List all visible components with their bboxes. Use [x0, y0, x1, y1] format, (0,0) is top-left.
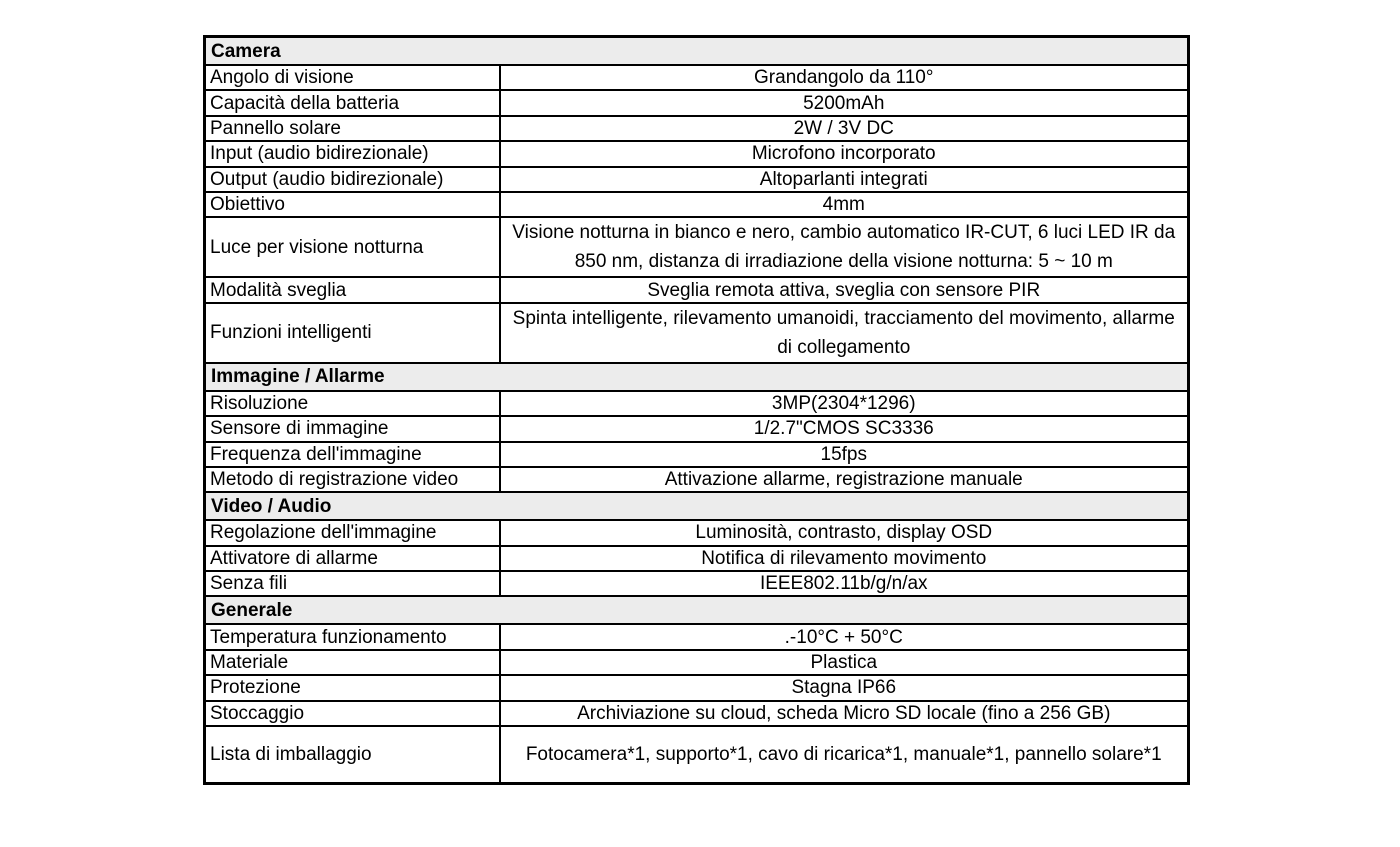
- spec-row: [205, 416, 1189, 441]
- section-header: [205, 37, 1189, 66]
- spec-label: Frequenza dell'immagine: [205, 442, 500, 467]
- spec-table: [203, 35, 1190, 785]
- spec-row: [205, 726, 1189, 784]
- spec-label: Modalità sveglia: [205, 277, 500, 302]
- spec-label: Angolo di visione: [205, 65, 500, 90]
- spec-row: [205, 65, 1189, 90]
- spec-row: [205, 467, 1189, 492]
- spec-label: Output (audio bidirezionale): [205, 167, 500, 192]
- spec-value: IEEE802.11b/g/n/ax: [500, 571, 1189, 596]
- spec-value: Attivazione allarme, registrazione manuale: [500, 467, 1189, 492]
- spec-value: Altoparlanti integrati: [500, 167, 1189, 192]
- section-title: Immagine / Allarme: [205, 363, 1189, 391]
- spec-label: Lista di imballaggio: [205, 726, 500, 784]
- section-header: [205, 596, 1189, 624]
- spec-value: 15fps: [500, 442, 1189, 467]
- spec-row: [205, 303, 1189, 363]
- spec-row: [205, 192, 1189, 217]
- spec-label: Pannello solare: [205, 116, 500, 141]
- spec-row: [205, 116, 1189, 141]
- spec-value: 4mm: [500, 192, 1189, 217]
- spec-label: Metodo di registrazione video: [205, 467, 500, 492]
- spec-value: Luminosità, contrasto, display OSD: [500, 520, 1189, 545]
- spec-value: Notifica di rilevamento movimento: [500, 546, 1189, 571]
- spec-label: Luce per visione notturna: [205, 217, 500, 277]
- spec-label: Senza fili: [205, 571, 500, 596]
- spec-value: Visione notturna in bianco e nero, cambio automatico IR-CUT, 6 luci LED IR da 850 nm, distanza di irradiazione della visione notturna: 5 ~ 10 m: [500, 217, 1189, 277]
- spec-value: Plastica: [500, 650, 1189, 675]
- spec-row: [205, 520, 1189, 545]
- spec-row: [205, 167, 1189, 192]
- spec-label: Stoccaggio: [205, 701, 500, 726]
- spec-table-body: [205, 37, 1189, 784]
- spec-row: [205, 650, 1189, 675]
- spec-value: 5200mAh: [500, 90, 1189, 115]
- spec-value: 3MP(2304*1296): [500, 391, 1189, 416]
- spec-label: Materiale: [205, 650, 500, 675]
- spec-row: [205, 701, 1189, 726]
- spec-row: [205, 624, 1189, 649]
- spec-label: Funzioni intelligenti: [205, 303, 500, 363]
- spec-row: [205, 277, 1189, 302]
- spec-value: Fotocamera*1, supporto*1, cavo di ricarica*1, manuale*1, pannello solare*1: [500, 726, 1189, 784]
- section-title: Video / Audio: [205, 492, 1189, 520]
- spec-label: Protezione: [205, 675, 500, 700]
- spec-value: 2W / 3V DC: [500, 116, 1189, 141]
- spec-row: [205, 675, 1189, 700]
- spec-row: [205, 442, 1189, 467]
- spec-row: [205, 546, 1189, 571]
- spec-value: .-10°C + 50°C: [500, 624, 1189, 649]
- spec-row: [205, 141, 1189, 166]
- section-title: Generale: [205, 596, 1189, 624]
- spec-row: [205, 571, 1189, 596]
- spec-value: Stagna IP66: [500, 675, 1189, 700]
- spec-row: [205, 217, 1189, 277]
- section-title: Camera: [205, 37, 1189, 66]
- spec-label: Regolazione dell'immagine: [205, 520, 500, 545]
- spec-value: Archiviazione su cloud, scheda Micro SD locale (fino a 256 GB): [500, 701, 1189, 726]
- spec-value: Sveglia remota attiva, sveglia con sensore PIR: [500, 277, 1189, 302]
- spec-row: [205, 391, 1189, 416]
- spec-value: Grandangolo da 110°: [500, 65, 1189, 90]
- spec-label: Capacità della batteria: [205, 90, 500, 115]
- spec-label: Sensore di immagine: [205, 416, 500, 441]
- section-header: [205, 363, 1189, 391]
- spec-label: Attivatore di allarme: [205, 546, 500, 571]
- spec-value: Microfono incorporato: [500, 141, 1189, 166]
- spec-value: 1/2.7"CMOS SC3336: [500, 416, 1189, 441]
- spec-value: Spinta intelligente, rilevamento umanoidi, tracciamento del movimento, allarme di collegamento: [500, 303, 1189, 363]
- spec-row: [205, 90, 1189, 115]
- spec-label: Temperatura funzionamento: [205, 624, 500, 649]
- section-header: [205, 492, 1189, 520]
- spec-label: Input (audio bidirezionale): [205, 141, 500, 166]
- spec-label: Obiettivo: [205, 192, 500, 217]
- spec-label: Risoluzione: [205, 391, 500, 416]
